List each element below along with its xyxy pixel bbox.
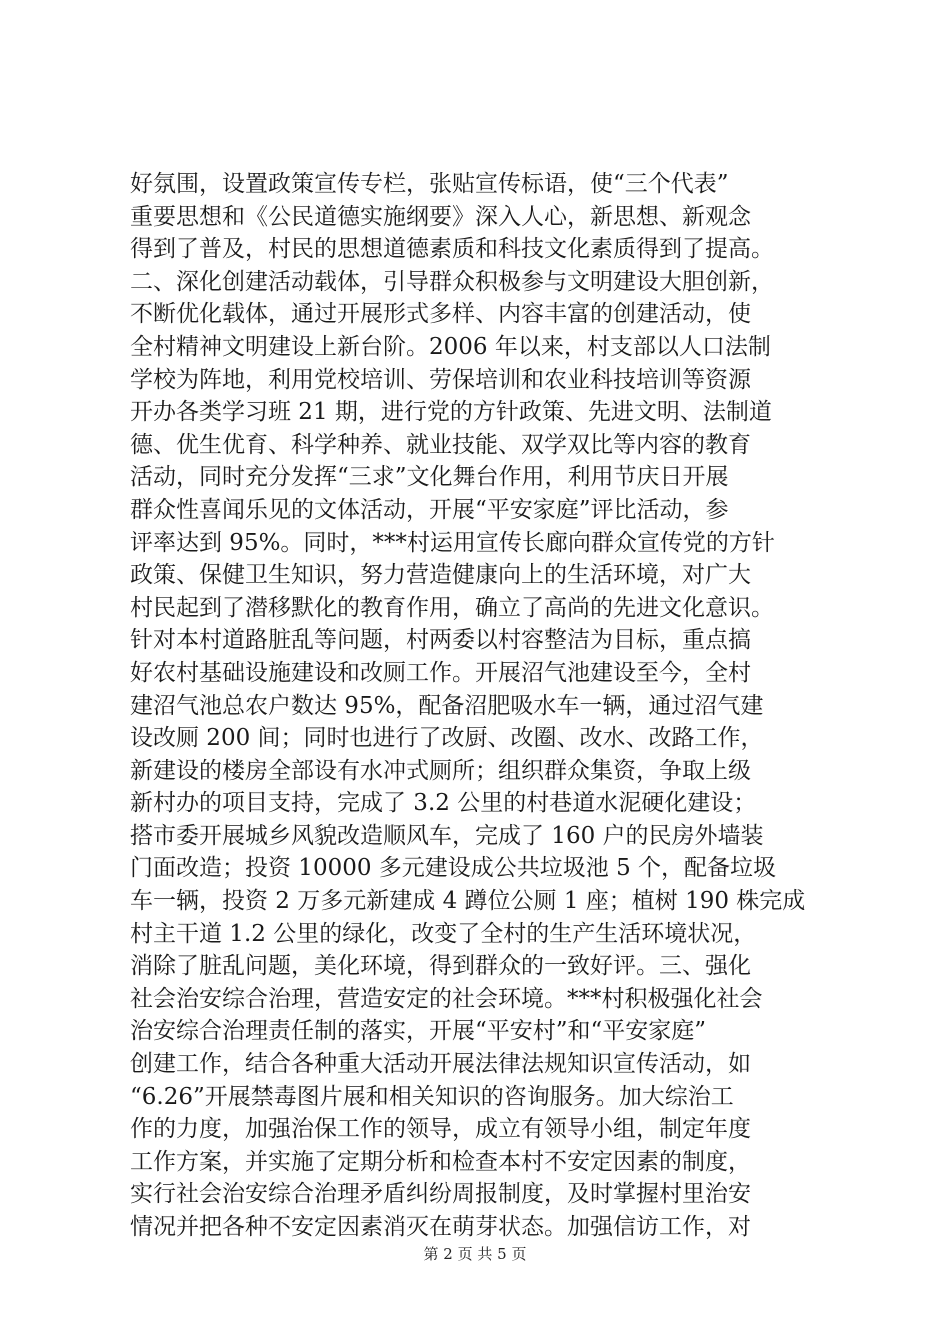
text-line: 针对本村道路脏乱等问题，村两委以村容整洁为目标，重点搞 bbox=[130, 627, 751, 654]
text-line: 得到了普及，村民的思想道德素质和科技文化素质得到了提高。 bbox=[130, 236, 774, 263]
text-line: 村主干道 1.2 公里的绿化，改变了全村的生产生活环境状况， bbox=[130, 920, 757, 947]
text-line: 德、优生优育、科学种养、就业技能、双学双比等内容的教育 bbox=[130, 431, 751, 458]
text-line: 实行社会治安综合治理矛盾纠纷周报制度，及时掌握村里治安 bbox=[130, 1181, 751, 1208]
text-line: 消除了脏乱问题，美化环境，得到群众的一致好评。三、强化 bbox=[130, 953, 751, 980]
text-line: 好农村基础设施建设和改厕工作。开展沼气池建设至今，全村 bbox=[130, 659, 751, 686]
body-text bbox=[130, 168, 830, 1244]
text-line: 新村办的项目支持，完成了 3.2 公里的村巷道水泥硬化建设； bbox=[130, 790, 757, 817]
text-line: 重要思想和《公民道德实施纲要》深入人心，新思想、新观念 bbox=[130, 203, 751, 230]
text-line: 工作方案，并实施了定期分析和检查本村不安定因素的制度， bbox=[130, 1148, 751, 1175]
text-line: 群众性喜闻乐见的文体活动，开展“平安家庭”评比活动，参 bbox=[130, 496, 729, 523]
text-line: 好氛围，设置政策宣传专栏，张贴宣传标语，使“三个代表” bbox=[130, 171, 729, 197]
text-line: 村民起到了潜移默化的教育作用，确立了高尚的先进文化意识。 bbox=[130, 594, 774, 621]
text-line: 作的力度，加强治保工作的领导，成立有领导小组，制定年度 bbox=[130, 1116, 751, 1143]
text-line: 二、深化创建活动载体，引导群众积极参与文明建设大胆创新， bbox=[130, 268, 774, 295]
text-line: “6.26”开展禁毒图片展和相关知识的咨询服务。加大综治工 bbox=[130, 1083, 734, 1110]
text-line: 新建设的楼房全部设有水冲式厕所；组织群众集资，争取上级 bbox=[130, 757, 751, 784]
text-line: 搭市委开展城乡风貌改造顺风车，完成了 160 户的民房外墙装 bbox=[130, 822, 764, 849]
text-line: 门面改造；投资 10000 多元建设成公共垃圾池 5 个，配备垃圾 bbox=[130, 855, 777, 882]
text-line: 设改厕 200 间；同时也进行了改厨、改圈、改水、改路工作， bbox=[130, 725, 764, 752]
text-line: 治安综合治理责任制的落实，开展“平安村”和“平安家庭” bbox=[130, 1018, 707, 1045]
text-line: 情况并把各种不安定因素消灭在萌芽状态。加强信访工作，对 bbox=[130, 1214, 751, 1240]
text-line: 活动，同时充分发挥“三求”文化舞台作用，利用节庆日开展 bbox=[130, 464, 729, 491]
text-line: 创建工作，结合各种重大活动开展法律法规知识宣传活动，如 bbox=[130, 1051, 751, 1078]
text-line: 车一辆，投资 2 万多元新建成 4 蹲位公厕 1 座；植树 190 株完成 bbox=[130, 888, 806, 915]
page-footer: 第 2 页 共 5 页 bbox=[423, 1245, 527, 1263]
text-line: 全村精神文明建设上新台阶。2006 年以来，村支部以人口法制 bbox=[130, 333, 771, 360]
text-line: 社会治安综合治理，营造安定的社会环境。***村积极强化社会 bbox=[130, 985, 763, 1012]
text-line: 学校为阵地，利用党校培训、劳保培训和农业科技培训等资源 bbox=[130, 366, 751, 393]
text-line: 评率达到 95%。同时，***村运用宣传长廊向群众宣传党的方针 bbox=[130, 529, 775, 556]
text-line: 开办各类学习班 21 期，进行党的方针政策、先进文明、法制道 bbox=[130, 399, 772, 426]
text-line: 建沼气池总农户数达 95%，配备沼肥吸水车一辆，通过沼气建 bbox=[130, 692, 764, 719]
text-line: 不断优化载体，通过开展形式多样、内容丰富的创建活动，使 bbox=[130, 301, 751, 328]
text-line: 政策、保健卫生知识，努力营造健康向上的生活环境，对广大 bbox=[130, 562, 751, 589]
